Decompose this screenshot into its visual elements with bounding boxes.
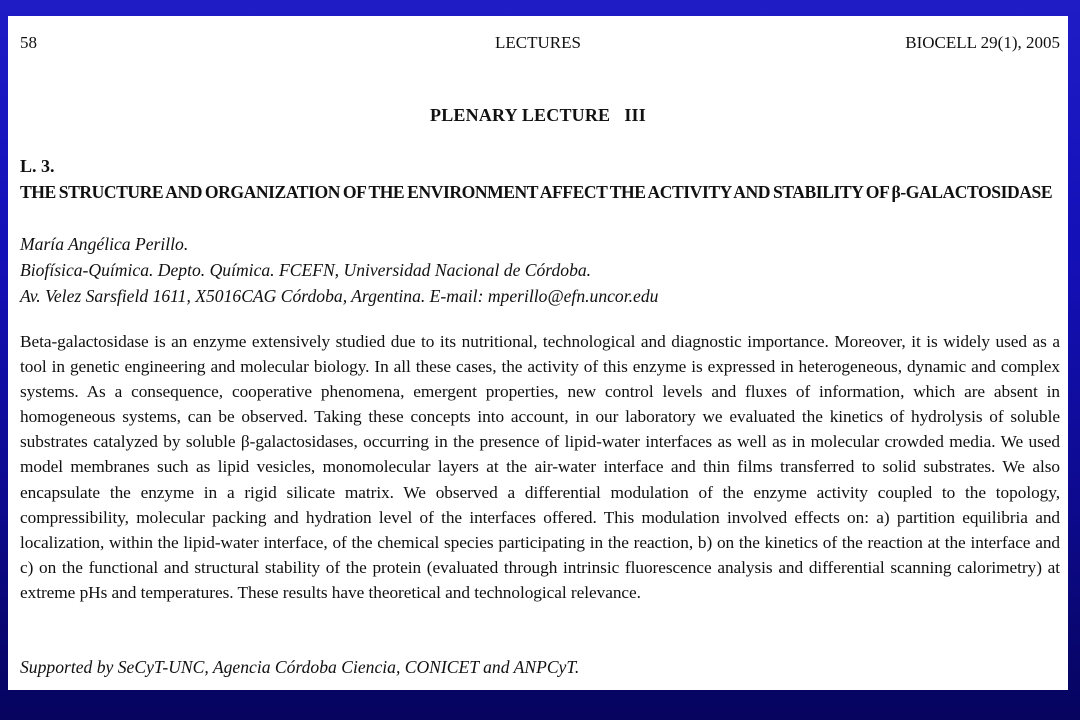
author-name: María Angélica Perillo. — [20, 234, 189, 254]
page-number: 58 — [20, 33, 37, 52]
document-page — [8, 16, 1068, 690]
lecture-code: L. 3. — [20, 156, 55, 176]
author-affiliation: Biofísica-Química. Depto. Química. FCEFN, Universidad Nacional de Córdoba. — [20, 260, 592, 280]
article-title: THE STRUCTURE AND ORGANIZATION OF THE ENVIRONMENT AFFECT THE ACTIVITY AND STABILITY OF β-GALACTOSIDASE — [20, 182, 1053, 202]
author-address: Av. Velez Sarsfield 1611, X5016CAG Córdoba, Argentina. E-mail: mperillo@efn.uncor.edu — [20, 286, 659, 306]
funding-note: Supported by SeCyT-UNC, Agencia Córdoba Ciencia, CONICET and ANPCyT. — [20, 657, 580, 677]
journal-citation: BIOCELL 29(1), 2005 — [905, 33, 1060, 52]
plenary-lecture-heading: PLENARY LECTURE III — [430, 105, 646, 125]
author-block — [20, 231, 658, 309]
abstract-text: Beta-galactosidase is an enzyme extensively studied due to its nutritional, technological and diagnostic importance. Moreover, it is widely used as a tool in genetic engineering and molecular biology. In all these cases, the activity of this enzyme is expressed in heterogeneous, dynamic and complex systems. As a consequence, cooperative phenomena, emergent properties, new control levels and fluxes of information, which are absent in homogeneous systems, can be observed. Taking these concepts into account, in our laboratory we evaluated the kinetics of hydrolysis of soluble substrates catalyzed by soluble β-galactosidases, occurring in the presence of lipid-water interfaces as well as in molecular crowded media. We used model membranes such as lipid vesicles, monomolecular layers at the air-water interface and thin films transferred to solid substrates. We also encapsulate the enzyme in a rigid silicate matrix. We observed a differential modulation of the enzyme activity coupled to the topology, compressibility, molecular packing and hydration level of the interfaces offered. This modulation involved effects on: a) partition equilibria and localization, within the lipid-water interface, of the chemical species participating in the reaction, b) on the kinetics of the reaction at the interface and c) on the functional and structural stability of the protein (evaluated through intrinsic fluorescence analysis and differential scanning calorimetry) at extreme pHs and temperatures. These results have theoretical and technological relevance. — [20, 332, 1060, 602]
page-header — [8, 33, 1068, 55]
section-title: LECTURES — [495, 33, 581, 52]
